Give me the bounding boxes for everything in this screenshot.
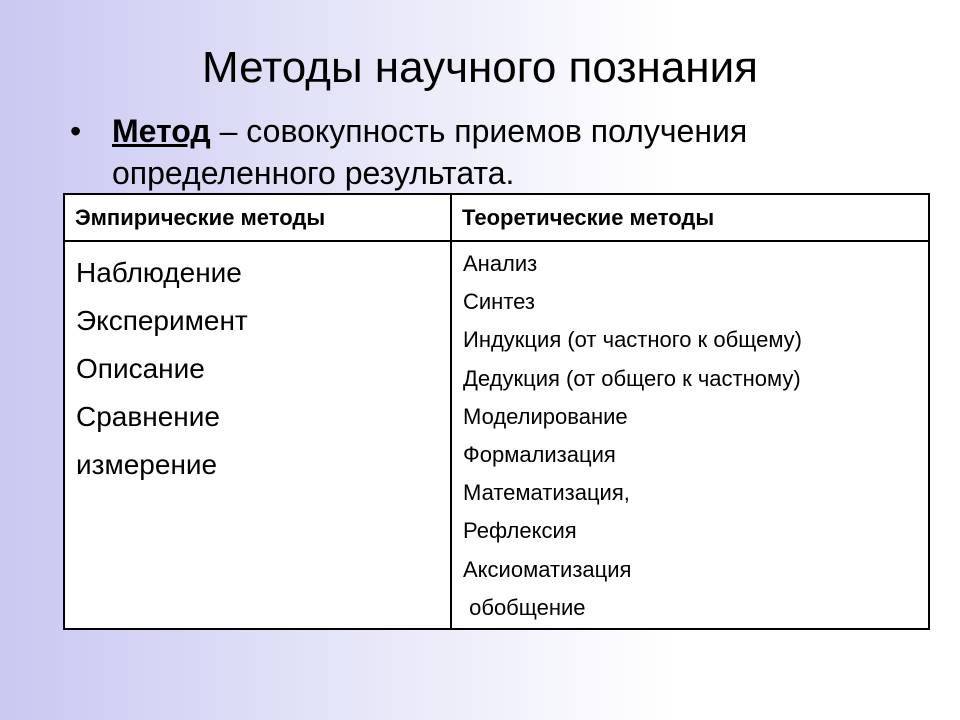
bullet-dot-icon: • xyxy=(70,113,82,149)
methods-table xyxy=(63,193,930,630)
header-empirical: Эмпирические методы xyxy=(64,194,451,241)
definition-term: Метод xyxy=(112,113,211,149)
list-item: Математизация, xyxy=(463,480,630,506)
list-item: Сравнение xyxy=(76,401,220,432)
slide-title: Методы научного познания xyxy=(201,43,759,92)
table-header-row xyxy=(64,194,929,241)
list-item: обобщение xyxy=(463,594,586,620)
list-item: Дедукция (от общего к частному) xyxy=(463,365,801,391)
list-item: измерение xyxy=(76,449,218,480)
list-item: Моделирование xyxy=(463,403,628,429)
list-item: Эксперимент xyxy=(76,305,248,336)
list-item: Описание xyxy=(76,353,205,384)
header-theoretical: Теоретические методы xyxy=(451,194,929,241)
list-item: Анализ xyxy=(463,251,538,276)
list-item: Формализация xyxy=(463,442,616,468)
definition-body: – совокупность приемов получения определенного результата. xyxy=(112,113,748,191)
empirical-list xyxy=(66,243,449,489)
theoretical-list xyxy=(453,243,927,627)
list-item: Синтез xyxy=(463,289,535,315)
list-item: Аксиоматизация xyxy=(463,556,632,582)
list-item: Индукция (от частного к общему) xyxy=(463,327,803,353)
definition-text xyxy=(112,110,912,194)
list-item: Наблюдение xyxy=(76,257,242,288)
empirical-cell xyxy=(64,241,451,629)
theoretical-cell xyxy=(451,241,929,629)
list-item: Рефлексия xyxy=(463,518,577,544)
table-row xyxy=(64,241,929,629)
